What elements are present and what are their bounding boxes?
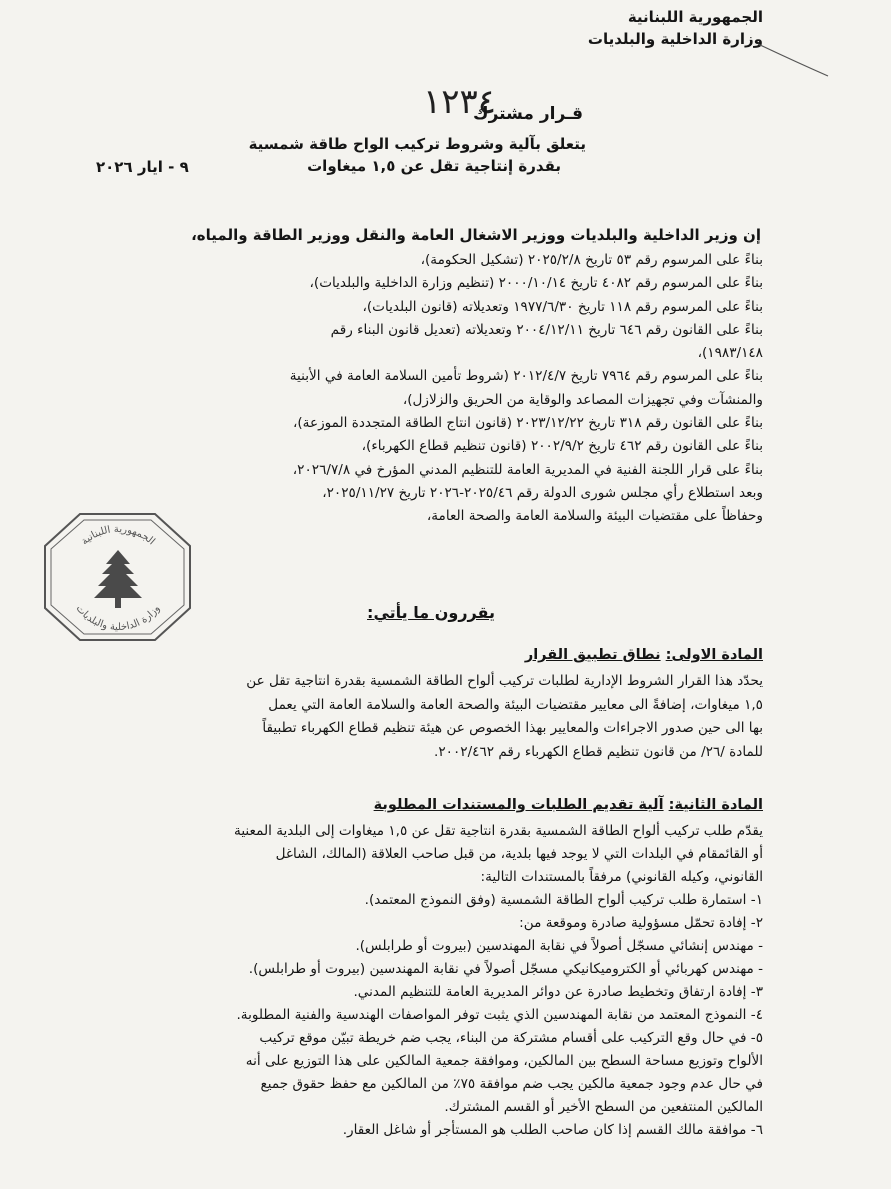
decision-date: ٩ - ايار ٢٠٢٦ [96,158,189,176]
article2-line: ٥- في حال وقع التركيب على أقسام مشتركة من البناء، يجب ضم خريطة تبيّن موقع تركيب [259,1030,763,1046]
preamble-line: والمنشآت وفي تجهيزات المصاعد والوقاية من الحريق والزلازل)، [402,391,763,408]
seal-arc-bottom: وزارة الداخلية والبلديات [73,603,163,634]
preamble-block [123,249,763,529]
article2-line: ٤- النموذج المعتمد من نقابة المهندسين الذي يثبت توفر المواصفات الهندسية والفنية المطلوبة. [236,1007,763,1023]
article2-line: ٢- إفادة تحمّل مسؤولية صادرة وموقعة من: [519,915,763,931]
ministry-header: وزارة الداخلية والبلديات [587,30,763,48]
article1-line: يحدّد هذا القرار الشروط الإدارية لطلبات تركيب ألواح الطاقة الشمسية بقدرة انتاجية تقل عن [246,673,763,689]
article2-line: ٦- موافقة مالك القسم إذا كان صاحب الطلب هو المستأجر أو شاغل العقار. [342,1122,763,1138]
svg-text:الجمهورية اللبنانية [79,524,156,547]
article2-line: الألواح وتوزيع مساحة السطح بين المالكين، وموافقة جمعية المالكين على هذا التوزيع على أنه [245,1053,763,1069]
article1-heading [525,647,763,663]
preamble-line: بناءً على القانون رقم ٣١٨ تاريخ ٢٠٢٣/١٢/٢٢ (قانون انتاج الطاقة المتجددة الموزعة)، [292,415,763,432]
article2-heading [374,797,763,813]
ministers-intro: إن وزير الداخلية والبلديات ووزير الاشغال العامة والنقل ووزير الطاقة والمياه، [191,226,761,244]
article1-title: نطاق تطبيق القرار [524,647,661,663]
republic-header: الجمهورية اللبنانية [627,8,763,26]
decision-title: قـرار مشترك [473,104,583,124]
article2-title: آلية تقديم الطلبات والمستندات المطلوبة [373,797,664,813]
article2-label: المادة الثانية: [668,797,763,813]
seal-arc-top: الجمهورية اللبنانية [79,523,157,548]
preamble-line: بناءً على المرسوم رقم ٤٠٨٢ تاريخ ٢٠٠٠/١٠/١٤ (تنظيم وزارة الداخلية والبلديات)، [309,275,763,292]
article2-line: يقدّم طلب تركيب ألواح الطاقة الشمسية بقدرة انتاجية تقل عن ١,٥ ميغاوات إلى البلدية المعنية [234,823,763,839]
article2-line: المالكين المنتفعين من السطح الأخير أو القسم المشترك. [444,1099,763,1115]
article2-line: في حال عدم وجود جمعية مالكين يجب ضم موافقة ٧٥٪ من المالكين مع حفظ حقوق جميع [260,1076,763,1092]
preamble-line: ١٩٨٣/١٤٨)، [697,345,763,362]
article1-body [123,670,763,764]
article2-body [123,820,763,1142]
preamble-line: بناءً على المرسوم رقم ٥٣ تاريخ ٢٠٢٥/٢/٨ (تشكيل الحكومة)، [420,252,763,268]
decision-number: ١٢٣٤ [422,82,496,122]
article2-line: - مهندس كهربائي أو الكتروميكانيكي مسجّل أصولاً في نقابة المهندسين (بيروت أو طرابلس). [248,961,763,977]
article1-line: ١,٥ ميغاوات، إضافةً الى معايير مقتضيات البيئة والصحة العامة والسلامة العامة التي يعمل [268,696,763,713]
decide-heading: يقررون ما يأتي: [367,603,495,622]
article2-line: القانوني، وكيله القانوني) مرفقاً بالمستندات التالية: [480,869,763,885]
preamble-line: وبعد استطلاع رأي مجلس شورى الدولة رقم ٢٠٢٥/٤٦-٢٠٢٦ تاريخ ٢٠٢٥/١١/٢٧، [322,484,763,501]
article1-label: المادة الاولى: [665,647,763,663]
decision-subject-line2: بقدرة إنتاجية تقل عن ١,٥ ميغاوات [307,157,561,175]
decision-subject-line1: يتعلق بآلية وشروط تركيب الواح طاقة شمسية [248,135,586,153]
article1-line: للمادة /٢٦/ من قانون تنظيم قطاع الكهرباء رقم ٢٠٠٢/٤٦٢. [434,743,763,760]
preamble-line: بناءً على القانون رقم ٦٤٦ تاريخ ٢٠٠٤/١٢/١١ وتعديلاته (تعديل قانون البناء رقم [330,321,763,338]
preamble-line: بناءً على المرسوم رقم ١١٨ تاريخ ١٩٧٧/٦/٣٠ وتعديلاته (قانون البلديات)، [362,298,763,315]
cedar-icon [94,550,142,608]
preamble-line: بناءً على قرار اللجنة الفنية في المديرية العامة للتنظيم المدني المؤرخ في ٢٠٢٦/٧/٨، [292,461,763,478]
article1-line: بها الى حين صدور الاجراءات والمعايير بهذا الخصوص عن هيئة تنظيم قطاع الكهرباء تطبيقاً [262,720,763,736]
article2-line: ١- استمارة طلب تركيب ألواح الطاقة الشمسية (وفق النموذج المعتمد). [364,892,763,908]
article2-line: أو القائمقام في البلدات التي لا يوجد فيها بلدية، من قبل صاحب العلاقة (المالك، الشاغل [275,846,763,862]
article2-line: - مهندس إنشائي مسجّل أصولاً في نقابة المهندسين (بيروت أو طرابلس). [355,938,763,954]
preamble-line: بناءً على القانون رقم ٤٦٢ تاريخ ٢٠٠٢/٩/٢ (قانون تنظيم قطاع الكهرباء)، [361,438,763,455]
preamble-line: بناءً على المرسوم رقم ٧٩٦٤ تاريخ ٢٠١٢/٤/٧ (شروط تأمين السلامة العامة في الأبنية [289,368,763,385]
article2-line: ٣- إفادة ارتفاق وتخطيط صادرة عن دوائر المديرية العامة للتنظيم المدني. [353,984,763,1000]
pen-stroke [756,40,831,78]
ministry-seal [40,508,195,645]
preamble-line: وحفاظاً على مقتضيات البيئة والسلامة العامة والصحة العامة، [426,508,763,525]
